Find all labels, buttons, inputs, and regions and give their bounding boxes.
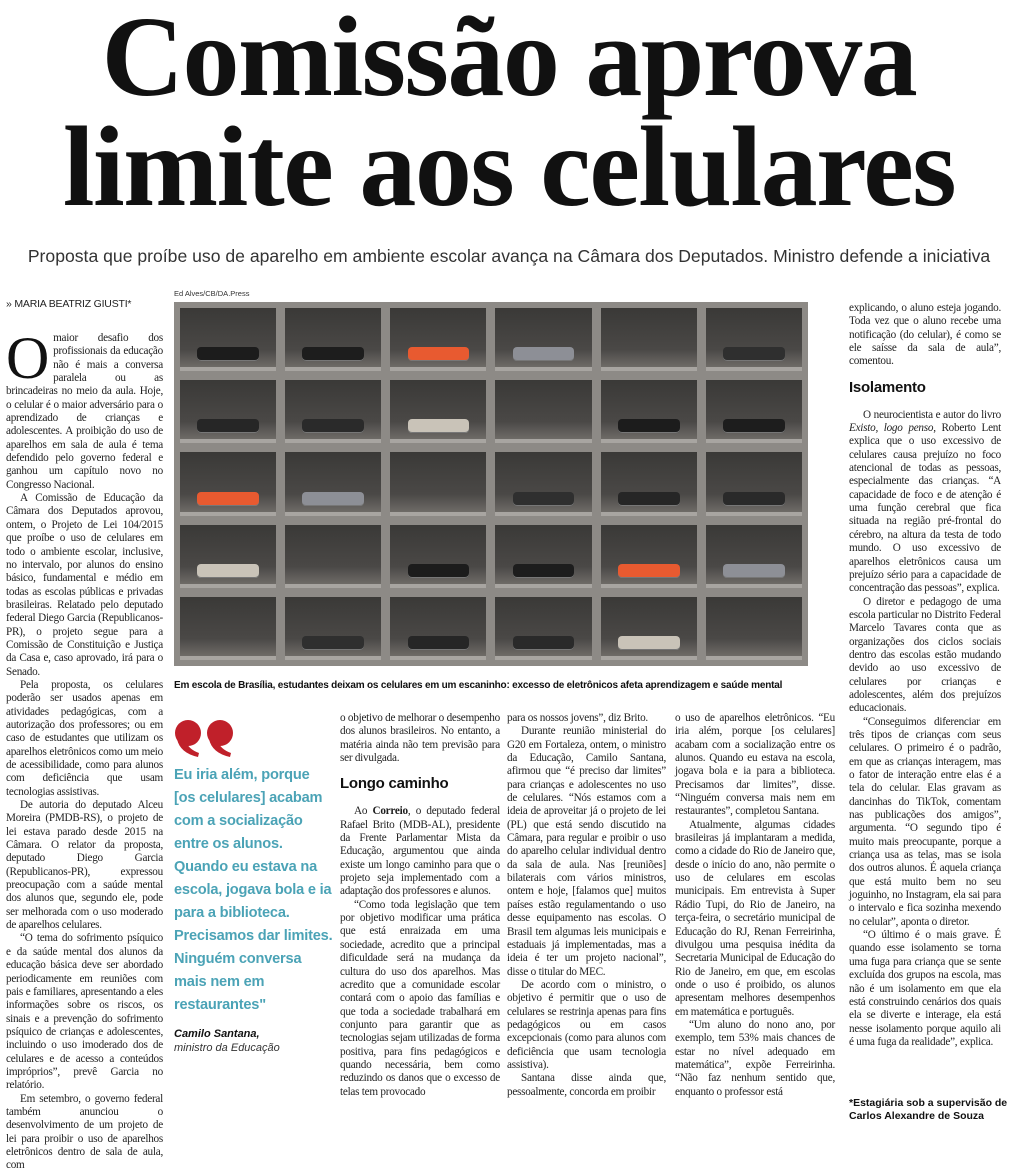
phone [197, 564, 259, 578]
paragraph [675, 819, 835, 1019]
phone [723, 419, 785, 433]
paragraph [849, 409, 1001, 596]
phone [408, 564, 470, 578]
text-run: para os nossos jovens”, diz Brito. [507, 712, 648, 724]
text-run: o uso de aparelhos eletrônicos. “Eu iria além, porque [os celulares] acabam com a socialização entre os alunos. Quando eu estava na escola, jogava bola e ia para a biblioteca. Precisamos dar limites”, disse. “Ninguém conversa mais nem em restaurantes”, completou Santana. [675, 712, 835, 818]
phone [618, 564, 680, 578]
text-run: Pela proposta, os celulares poderão ser usados apenas em atividades pedagógicas, com a autorização dos professores; ou em caso de estudantes que utilizam os aparelhos eletrônicos como um meio de acessibilidade, como para alunos com deficiência que usam tecnologias assistivas. [6, 678, 163, 798]
text-run: Durante reunião ministerial do G20 em Fortaleza, ontem, o ministro da Educação, Camilo Santana, afirmou que “é preciso dar limites” para crianças e adolescentes no uso de celulares. “Nós estamos com a ideia de aproveitar já o projeto de lei (PL) que está sendo discutido na Câmara, para regular e proibir o uso do aparelho celular individual dentro da sala de aula. Nas [reuniões] bilaterais com vários ministros, ontem e hoje, [falamos que] muitos países estão regulamentando o uso desse equipamento nas escolas. O Brasil tem algumas leis municipais e estaduais já implementadas, mas a ideia é ter um projeto nacional”, disse o titular do MEC. [507, 725, 666, 978]
phone [197, 419, 259, 433]
cubby [390, 452, 486, 515]
bold-text: Correio [372, 805, 408, 818]
phone [302, 347, 364, 361]
text-run: De acordo com o ministro, o objetivo é permitir que o uso de celulares se restrinja apenas para fins pedagógicos ou em casos excepcionais (como para alunos com deficiência que usam tecnologia assistiva). [507, 978, 666, 1071]
phone [408, 347, 470, 361]
section-heading: Longo caminho [340, 775, 449, 793]
text-run: Em setembro, o governo federal também anunciou o desenvolvimento de um projeto de lei para proibir o uso de aparelhos eletrônicos dentro de sala de aula, com [6, 1092, 163, 1172]
cubby [285, 452, 381, 515]
cubby [285, 308, 381, 371]
cubby [180, 452, 276, 515]
cubby [180, 308, 276, 371]
cubby [180, 380, 276, 443]
paragraph [675, 1019, 835, 1099]
cubby [285, 597, 381, 660]
phone [513, 636, 575, 650]
phone [513, 492, 575, 506]
section-heading: Isolamento [849, 378, 926, 396]
cubby [390, 308, 486, 371]
text-run: “Um aluno do nono ano, por exemplo, tem 53% mais chances de estar no nível adequado em matemática”, expõe Ferreirinha. “Não faz nenhum sentido que, enquanto o professor está [675, 1018, 835, 1098]
pull-quote: Eu iria além, porque [os celulares] acabam com a socialização entre os alunos. Quando eu estava na escola, jogava bola e ia para a biblioteca. Precisamos dar limites. Ninguém conversa mais nem em restaurantes" [174, 767, 333, 1013]
text-run: O neurocientista e autor do livro [863, 408, 1001, 421]
cubby [495, 597, 591, 660]
cubby [390, 525, 486, 588]
cubby [601, 452, 697, 515]
text-run: “Conseguimos diferenciar em três tipos de crianças com seus celulares. O primeiro é o padrão, em que as crianças interagem, mas o fator de interação entre elas é a tela do celular. Elas gravam as dancinhas do TikTok, comentam nas publicações dos amigos”, argumenta. “O segundo tipo é muito mais preocupante, porque a criança usa as telas, mas se isola dos outros alunos. É aquela criança que está muito bem no seu joguinho, no Instagram, ela sai para o intervalo e fica sozinha mexendo no celular”, aponta o diretor. [849, 715, 1001, 928]
italic-text: Existo, logo penso [849, 422, 934, 435]
cubby [495, 380, 591, 443]
phone [302, 492, 364, 506]
cubby [706, 380, 802, 443]
cubby [390, 380, 486, 443]
footnote: *Estagiária sob a supervisão de Carlos Alexandre de Souza [849, 1097, 1008, 1122]
cubby [601, 597, 697, 660]
cubby [180, 597, 276, 660]
photo-caption: Em escola de Brasília, estudantes deixam os celulares em um escaninho: excesso de eletrônicos afeta aprendizagem e saúde mental [174, 680, 783, 691]
paragraph [675, 712, 835, 819]
article-column-5 [849, 302, 1001, 1090]
cubby [285, 525, 381, 588]
paragraph [849, 716, 1001, 930]
text-run: Ao [354, 805, 373, 818]
byline: » MARIA BEATRIZ GIUSTI* [6, 298, 132, 310]
cubby [706, 597, 802, 660]
phone [618, 492, 680, 506]
text-run: o objetivo de melhorar o desempenho dos alunos brasileiros. No entanto, a matéria ainda não tem previsão para ser divulgada. [340, 712, 500, 765]
photo-credit: Ed Alves/CB/DA.Press [174, 289, 250, 298]
paragraph [6, 679, 163, 799]
text-run: Santana disse ainda que, pessoalmente, concorda em proibir [507, 1072, 666, 1098]
paragraph [849, 302, 1001, 369]
paragraph [340, 899, 500, 1099]
cubby [495, 525, 591, 588]
phone [618, 636, 680, 650]
cubby [601, 525, 697, 588]
article-column-1 [6, 325, 163, 1172]
text-run: , Roberto Lent explica que o uso excessivo de celulares causa prejuízo no foco atencional de todas as pessoas, especialmente das crianças. “A capacidade de foco e de atenção é uma função cerebral que fica situada na região pré-frontal do cérebro, na altura da testa de todo mundo. O uso excessivo de aparelhos eletrônicos causa um prejuízo sério para a capacidade de concentração das pessoas”, explica. [849, 422, 1001, 595]
phone [302, 636, 364, 650]
cubby [390, 597, 486, 660]
paragraph [849, 596, 1001, 716]
paragraph [507, 1072, 666, 1099]
cubby [601, 380, 697, 443]
paragraph [6, 492, 163, 679]
paragraph [6, 932, 163, 1092]
pull-quote-block [174, 764, 334, 1055]
paragraph [507, 725, 666, 979]
article-column-4 [675, 712, 835, 1133]
phone [302, 419, 364, 433]
paragraph [340, 805, 500, 898]
subtitle: Proposta que proíbe uso de aparelho em ambiente escolar avança na Câmara dos Deputados. Ministro defende a iniciativa [27, 246, 991, 266]
paragraph [6, 325, 163, 492]
text-run: , o deputado federal Rafael Brito (MDB-AL), presidente da Frente Parlamentar Mista da Educação, argumentou que ainda existe um longo caminho para que o projeto seja implementado com a adaptação dos professores e alunos. [340, 805, 500, 898]
cubby [706, 308, 802, 371]
paragraph [507, 979, 666, 1072]
cubby [601, 308, 697, 371]
cubby [706, 452, 802, 515]
headline-line-1: Comissão aprova [101, 0, 917, 120]
paragraph [6, 1093, 163, 1173]
paragraph [340, 712, 500, 765]
text-run: “O tema do sofrimento psíquico e da saúde mental dos alunos da educação básica deve ser abordado periodicamente em reuniões com pais e familiares, apresentando a eles informações sobre os riscos, os sinais e a prevenção do sofrimento psíquico de crianças e adolescentes, incluindo o uso imoderado dos de celulares e de acesso a conteúdos impróprios”, prevê Garcia no relatório. [6, 932, 163, 1092]
photo-phone-cubbies [174, 302, 808, 666]
phone [197, 492, 259, 506]
article-column-2 [340, 712, 500, 1133]
phone [408, 636, 470, 650]
phone [408, 419, 470, 433]
text-run: “Como toda legislação que tem por objetivo modificar uma prática que está enraizada em uma sociedade, acredito que a principal dificuldade será na mudança da cultura do uso dos aparelhos. Mas acredito que a comunidade escolar contará com o apoio das famílias e que toda a sociedade trabalhará em conjunto para garantir que as tecnologias sejam utilizadas de forma positiva, para fins pedagógicos e quando necessária, bem como reduzindo os danos que o excesso de telas tem provocado [340, 898, 500, 1098]
phone [513, 347, 575, 361]
pull-quote-role: ministro da Educação [174, 1042, 280, 1054]
drop-cap: O [6, 325, 50, 391]
phone [723, 347, 785, 361]
pull-quote-author: Camilo Santana, [174, 1028, 260, 1040]
phone [723, 564, 785, 578]
text-run: Atualmente, algumas cidades brasileiras já implantaram a medida, como a cidade do Rio de Janeiro que, desde o início do ano, não permite o uso de celulares em escolas municipais. Em entrevista à Super Rádio Tupi, do Rio de Janeiro, na terça-feira, o secretário municipal de Educação do RJ, Renan Ferreirinha, divulgou uma pesquisa inédita da Secretaria Municipal de Educação do Rio de Janeiro, em que, em escolas onde o uso é proibido, os alunos apresentam melhores desempenhos em matemática e português. [675, 818, 835, 1018]
paragraph [6, 799, 163, 932]
cubby [495, 452, 591, 515]
text-run: A Comissão de Educação da Câmara dos Deputados aprovou, ontem, o Projeto de Lei 104/2015 que proíbe o uso de celulares em todo o ambiente escolar, inclusive, no intervalo, por alunos do ensino básico, fundamental e médio em todas as escolas públicas e privadas brasileiras. Relatado pelo deputado federal Diego Garcia (Republicanos-PR), o projeto segue para a Comissão de Constituição e Justiça da Casa e, caso aprovado, irá para o Senado. [6, 492, 163, 678]
cubby [285, 380, 381, 443]
phone [197, 347, 259, 361]
text-run: De autoria do deputado Alceu Moreira (PMDB-RS), o projeto de lei estava parado desde 2015 na Câmara. O relator da proposta, deputado Diego Garcia (Republicanos-PR), expressou preocupação com a saúde mental dos alunos que, segundo ele, pode ser melhorada com o uso moderado de aparelhos celulares. [6, 799, 163, 932]
phone [723, 492, 785, 506]
cubby [180, 525, 276, 588]
article-column-3 [507, 712, 666, 1133]
cubby [706, 525, 802, 588]
quote-icon [174, 717, 238, 764]
paragraph [849, 929, 1001, 1049]
headline-line-2: limite aos celulares [62, 103, 956, 230]
phone [513, 564, 575, 578]
text-run: maior desafio dos profissionais da educação não é mais a conversa paralela ou as brincadeiras no meio da aula. Hoje, o celular é o maior adversário para o aprendizado de crianças e adolescentes. A proibição do uso de aparelhos em sala de aula é tema defendido pelo governo federal e ganhou um capítulo novo no Congresso Nacional. [6, 332, 163, 491]
text-run: “O último é o mais grave. É quando esse isolamento se torna uma fuga para criança que se sente excluída dos grupos na escola, mas não é um isolamento em que ela está construindo cenários dos quais ela se diverte e interage, ela está nesse isolamento porque aquilo ali é uma fuga da realidade”, explica. [849, 929, 1001, 1048]
cubby [495, 308, 591, 371]
paragraph [507, 712, 666, 725]
text-run: O diretor e pedagogo de uma escola particular no Distrito Federal Marcelo Tavares conta que as organizações dos ciclos sociais dentro das escolas estão mudando devido ao uso excessivo de celulares por crianças e adolescentes, além dos prejuízos educacionais. [849, 595, 1001, 715]
phone [618, 419, 680, 433]
text-run: explicando, o aluno esteja jogando. Toda vez que o aluno recebe uma notificação (do celular), é como se ele saísse da sala de aula”, comentou. [849, 302, 1001, 368]
